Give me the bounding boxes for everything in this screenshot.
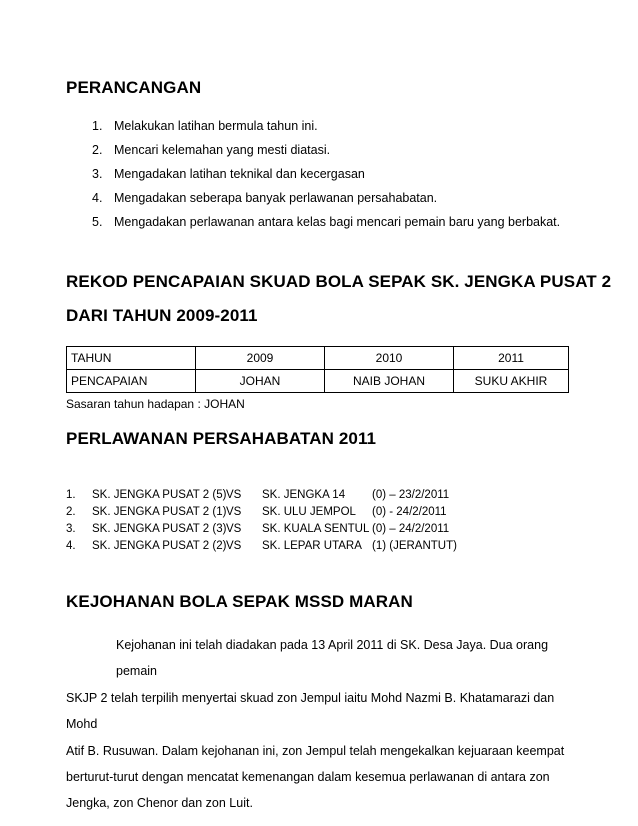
paragraph-line: Kejohanan ini telah diadakan pada 13 April 2011 di SK. Desa Jaya. Dua orang pemain: [116, 638, 549, 679]
kejohanan-paragraph: [66, 632, 566, 817]
paragraph-line: Atif B. Rusuwan. Dalam kejohanan ini, zon Jempul telah mengekalkan kejuaraan keempat: [66, 743, 565, 758]
heading-kejohanan: KEJOHANAN BOLA SEPAK MSSD MARAN: [66, 592, 413, 611]
paragraph-line: berturut-turut dengan mencatat kemenangan dalam kesemua perlawanan di antara zon: [66, 770, 550, 785]
list-item: 1. SK. JENGKA PUSAT 2 (5) VS SK. JENGKA 14 (0) – 23/2/2011: [66, 489, 450, 501]
table-cell: TAHUN: [67, 347, 196, 370]
target-text: Sasaran tahun hadapan : JOHAN: [66, 397, 245, 411]
paragraph-line: Jengka, zon Chenor dan zon Luit.: [66, 796, 253, 811]
list-item: 3. SK. JENGKA PUSAT 2 (3) VS SK. KUALA SENTUL (0) – 24/2/2011: [66, 523, 450, 535]
table-cell: 2010: [325, 347, 454, 370]
list-item: 4. Mengadakan seberapa banyak perlawanan persahabatan.: [92, 191, 438, 205]
table-cell: NAIB JOHAN: [325, 370, 454, 393]
heading-rekod-line1: REKOD PENCAPAIAN SKUAD BOLA SEPAK SK. JENGKA PUSAT 2: [66, 272, 612, 291]
table-cell: SUKU AKHIR: [454, 370, 569, 393]
list-item: 2. Mencari kelemahan yang mesti diatasi.: [92, 143, 331, 157]
list-item: 5. Mengadakan perlawanan antara kelas bagi mencari pemain baru yang berbakat.: [92, 215, 561, 229]
list-item: 4. SK. JENGKA PUSAT 2 (2) VS SK. LEPAR UTARA (1) (JERANTUT): [66, 540, 457, 552]
rekod-table: [66, 346, 569, 393]
table-cell: 2011: [454, 347, 569, 370]
list-item: 3. Mengadakan latihan teknikal dan kecergasan: [92, 167, 365, 181]
table-row: [67, 347, 569, 370]
perancangan-list: [92, 119, 560, 239]
paragraph-line: SKJP 2 telah terpilih menyertai skuad zon Jempul iaitu Mohd Nazmi B. Khatamarazi dan Mohd: [66, 690, 555, 732]
matches-list: [66, 489, 546, 557]
table-cell: 2009: [196, 347, 325, 370]
heading-persahabatan: PERLAWANAN PERSAHABATAN 2011: [66, 429, 377, 448]
heading-rekod-line2: DARI TAHUN 2009-2011: [66, 306, 258, 325]
list-item: 1. Melakukan latihan bermula tahun ini.: [92, 119, 318, 133]
heading-perancangan: PERANCANGAN: [66, 78, 202, 97]
list-item: 2. SK. JENGKA PUSAT 2 (1) VS SK. ULU JEMPOL (0) - 24/2/2011: [66, 506, 447, 518]
table-row: [67, 370, 569, 393]
table-cell: PENCAPAIAN: [67, 370, 196, 393]
table-cell: JOHAN: [196, 370, 325, 393]
